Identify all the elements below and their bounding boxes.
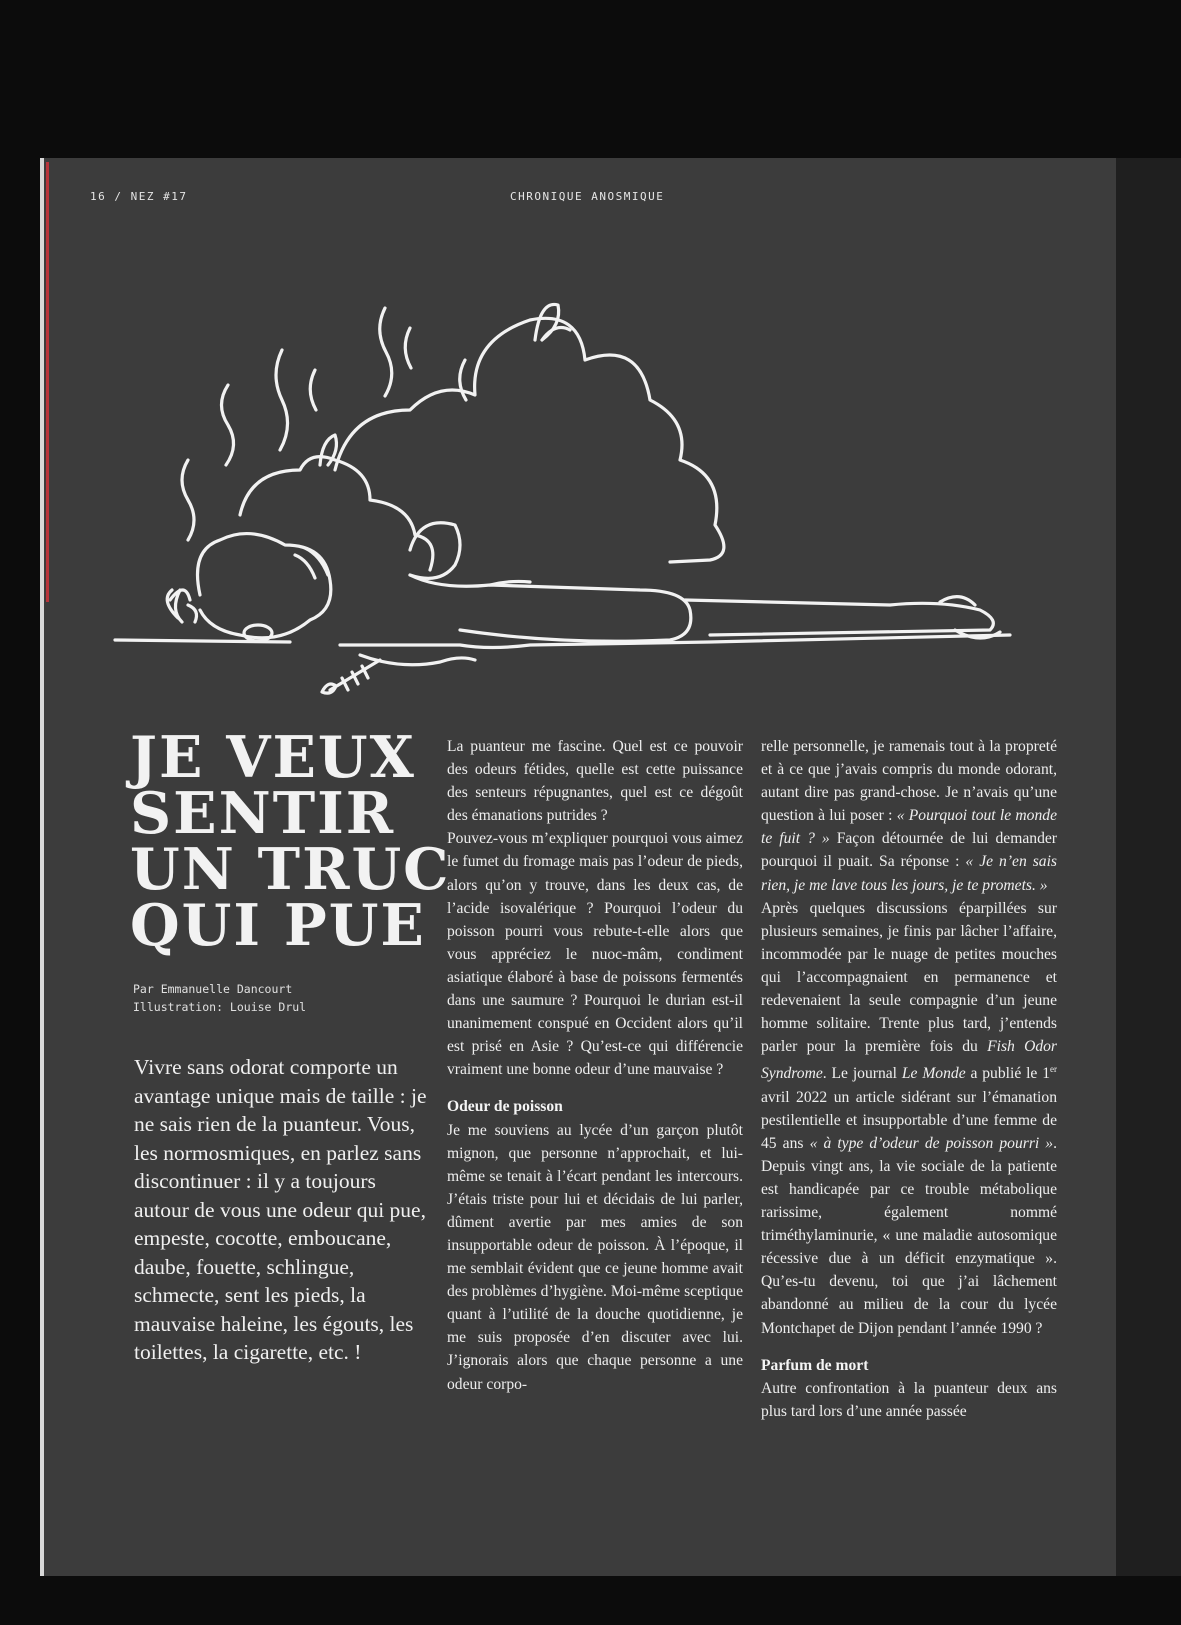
fish-skeleton — [322, 660, 380, 693]
title-line: UN TRUC — [130, 836, 451, 903]
title-line: JE VEUX — [130, 724, 416, 791]
subheading: Odeur de poisson — [447, 1098, 563, 1116]
weed — [175, 590, 196, 622]
page-number: 16 / NEZ #17 — [90, 190, 188, 203]
cloud — [335, 318, 724, 562]
illustration-credit: Illustration: Louise Drul — [133, 1000, 307, 1014]
section-label: CHRONIQUE ANOSMIQUE — [510, 190, 665, 203]
column-3 — [761, 735, 1057, 1423]
eye — [295, 555, 315, 578]
article-title — [130, 724, 451, 959]
hair-cloud — [240, 457, 433, 570]
stink-line — [380, 308, 392, 396]
page-margin-rule — [46, 162, 49, 602]
credits — [133, 980, 306, 1016]
stink-line — [182, 460, 194, 540]
stink-line — [222, 385, 234, 465]
arm — [410, 523, 460, 579]
paragraph: La puanteur me fascine. Quel est ce pouvoir des odeurs fétides, quelle est cette puissance des senteurs répugnantes, quel est ce dégoût des émanations putrides ? — [447, 738, 743, 825]
body — [410, 575, 691, 641]
stink-line — [405, 328, 411, 368]
column-2 — [447, 735, 743, 1396]
paragraph: relle personnelle, je ramenais tout à la propreté et à ce que j’avais compris du monde odorant, autant dire pas grand-chose. Je n’avais qu’une question à lui poser : « Pourquoi tout le monde te fuit ? » Façon détournée de lui demander pourquoi il puait. Sa réponse : « Je n’en sais rien, je me lave tous les jours, je te promets. » — [761, 738, 1058, 894]
head — [198, 534, 331, 638]
stink-line — [460, 360, 466, 400]
stink-line — [276, 350, 288, 450]
title-line: QUI PUE — [130, 892, 426, 959]
subheading: Parfum de mort — [761, 1356, 869, 1374]
title-line: SENTIR — [130, 780, 396, 847]
paragraph: Autre confrontation à la puanteur deux ans plus tard lors d’une année passée — [761, 1379, 1057, 1420]
illustration-sleeping-figure — [110, 300, 1060, 720]
author-credit: Par Emmanuelle Dancourt — [133, 982, 293, 996]
book-spine — [1116, 158, 1181, 1576]
stink-line — [310, 370, 316, 410]
paragraph: Pouvez-vous m’expliquer pourquoi vous aimez le fumet du fromage mais pas l’odeur de pieds, alors qu’on y trouve, dans les deux cas, de l’acide isovalérique ? Pourquoi l’odeur du poisson pourri vous rebute-t-elle alors que vous appréciez le nuoc-mâm, condiment asiatique élaboré à base de poissons fermentés dans une saumure ? Pourquoi le durian est-il unanimement conspué en Occident alors qu’il est prisé en Asie ? Qu’est-ce qui différencie vraiment une bonne odeur d’une mauvaise ? — [447, 830, 743, 1079]
legs — [685, 600, 993, 635]
paragraph: Après quelques discussions éparpillées sur plusieurs semaines, je finis par lâcher l’affaire, incommodée par le nuage de petites mouches qui l’accompagnaient en permanence et redevenaient la seule compagnie d’un jeune homme solitaire. Trente plus tard, j’entends parler pour la première fois du Fish Odor Syndrome. Le journal Le Monde a publié le 1er avril 2022 un article sidérant sur l’émanation pestilentielle et insupportable d’une femme de 45 ans « à type d’odeur de poisson pourri ». Depuis vingt ans, la vie sociale de la patiente est handicapée par ce trouble métabolique rarissime, également nommé triméthylaminurie, « une maladie autosomique récessive due à un déficit enzymatique ». Qu’es-tu devenu, toi que j’ai lâchement abandonné au milieu de la cour du lycée Montchapet de Dijon pendant l’année 1990 ? — [761, 899, 1058, 1337]
lede-paragraph: Vivre sans odorat comporte un avantage unique mais de taille : je ne sais rien de la puanteur. Vous, les normosmiques, en parlez sans discontinuer : il y a toujours autour de vous une odeur qui pue, empeste, cocotte, emboucane, daube, fouette, schlingue, schmecte, sent les pieds, la mauvaise haleine, les égouts, les toilettes, la cigarette, etc. ! — [134, 1055, 427, 1364]
paragraph: Je me souviens au lycée d’un garçon plutôt mignon, que personne n’approchait, et lui-même se tenait à l’écart pendant les intercours. J’étais triste pour lui et décidais de lui parler, dûment avertie par mes amies de son insupportable odeur de poisson. À l’époque, il me semblait évident que ce jeune homme avait des problèmes d’hygiène. Moi-même sceptique quant à l’utilité de la douche quotidienne, je me suis proposée d’en discuter avec lui. J’ignorais alors que chaque personne a une odeur corpo- — [447, 1121, 743, 1393]
